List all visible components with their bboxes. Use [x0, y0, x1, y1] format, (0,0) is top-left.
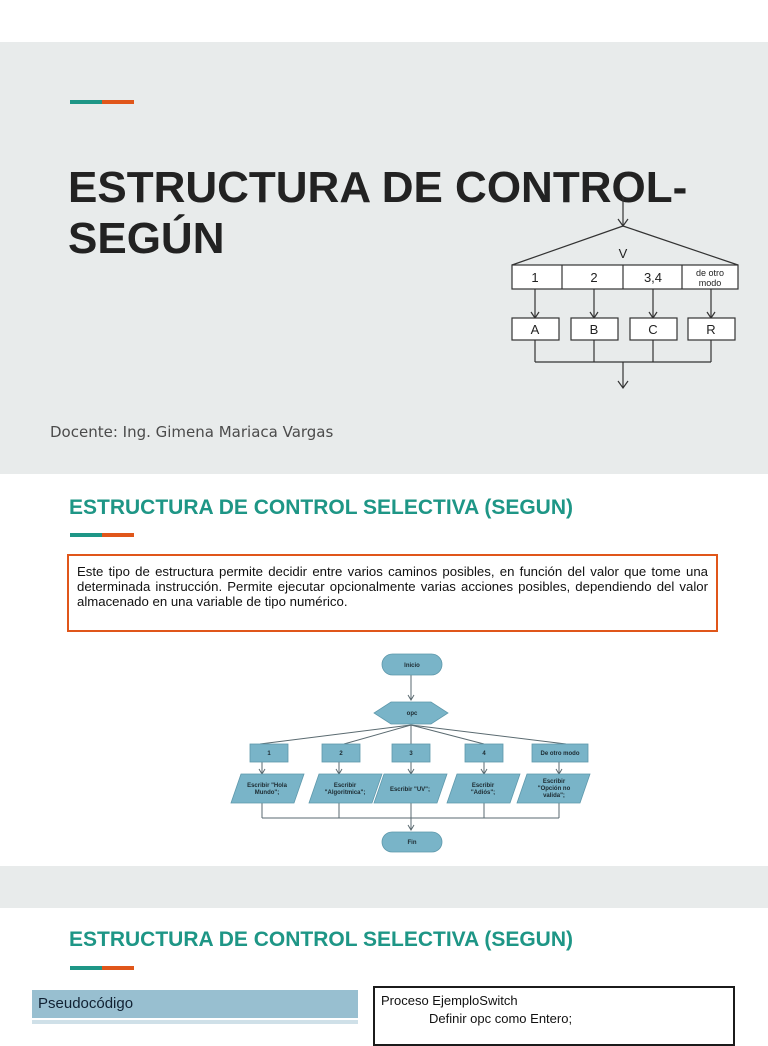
slide-title-line-1: ESTRUCTURA DE CONTROL- [68, 163, 688, 212]
code-box [373, 986, 735, 1046]
flow-case-3: 3 [409, 751, 413, 757]
slide-title-line-2: SEGÚN [68, 214, 225, 263]
description-text: Este tipo de estructura permite decidir entre varios caminos posibles, en función del valor que tome una determinada instrucción. Permite ejecutar opcionalmente varias acciones posibles, dependiendo del valor almacenado en una variable de tipo numérico. [77, 564, 708, 609]
flow-case-2: 2 [339, 751, 343, 757]
flow-output-1-line-1: Escribir "Hola [247, 783, 287, 789]
code-line-2: Definir opc como Entero; [429, 1011, 573, 1026]
flow-output-1-line-2: Mundo"; [254, 790, 280, 796]
author-credit: Docente: Ing. Gimena Mariaca Vargas [50, 423, 334, 441]
segun-diagram [505, 192, 745, 398]
flow-case-1: 1 [267, 751, 271, 757]
flow-start-label: Inicio [404, 663, 420, 669]
section-heading: ESTRUCTURA DE CONTROL SELECTIVA (SEGUN) [69, 496, 574, 519]
switch-flowchart [226, 650, 596, 856]
pseudocode-header: Pseudocódigo [32, 990, 358, 1018]
flow-output-4-line-1: Escribir [471, 783, 495, 789]
flow-output-3-line-1: Escribir "UV"; [389, 787, 431, 793]
diagram-action-a: A [530, 322, 540, 337]
flow-output-4-line-2: "Adiós"; [470, 790, 496, 796]
flow-output-5-line-2: "Opción no [537, 786, 571, 792]
diagram-action-b: B [589, 322, 599, 337]
code-line-1: Proceso EjemploSwitch [381, 993, 518, 1008]
flow-output-5-line-1: Escribir [542, 779, 566, 785]
diagram-case-default-line-2: modo [698, 278, 722, 288]
flow-case-default: De otro modo [540, 751, 580, 757]
heading-accent-bar-2 [70, 966, 134, 970]
diagram-case-1: 1 [531, 270, 539, 285]
section-heading-2: ESTRUCTURA DE CONTROL SELECTIVA (SEGUN) [69, 928, 574, 951]
diagram-case-2: 2 [590, 270, 598, 285]
description-box [67, 554, 718, 632]
title-accent-bar [70, 100, 134, 104]
flow-end-label: Fin [407, 840, 417, 846]
slide-divider-band [0, 866, 768, 908]
heading-accent-bar [70, 533, 134, 537]
diagram-case-3: 3,4 [643, 270, 663, 285]
title-slide [0, 42, 768, 474]
content-slide-flowchart [0, 474, 768, 866]
flow-decision-label: opc [406, 711, 418, 717]
diagram-case-default-line-1: de otro [695, 268, 725, 278]
pseudocode-table-row [32, 1020, 358, 1024]
flow-output-5-line-3: valida"; [543, 793, 565, 799]
diagram-action-r: R [706, 322, 716, 337]
diagram-variable: V [618, 246, 628, 261]
flow-output-2-line-2: "Algoritmica"; [324, 790, 366, 796]
flow-case-4: 4 [482, 751, 486, 757]
flow-output-2-line-1: Escribir [333, 783, 357, 789]
diagram-action-c: C [648, 322, 658, 337]
content-slide-pseudocode [0, 908, 768, 1024]
